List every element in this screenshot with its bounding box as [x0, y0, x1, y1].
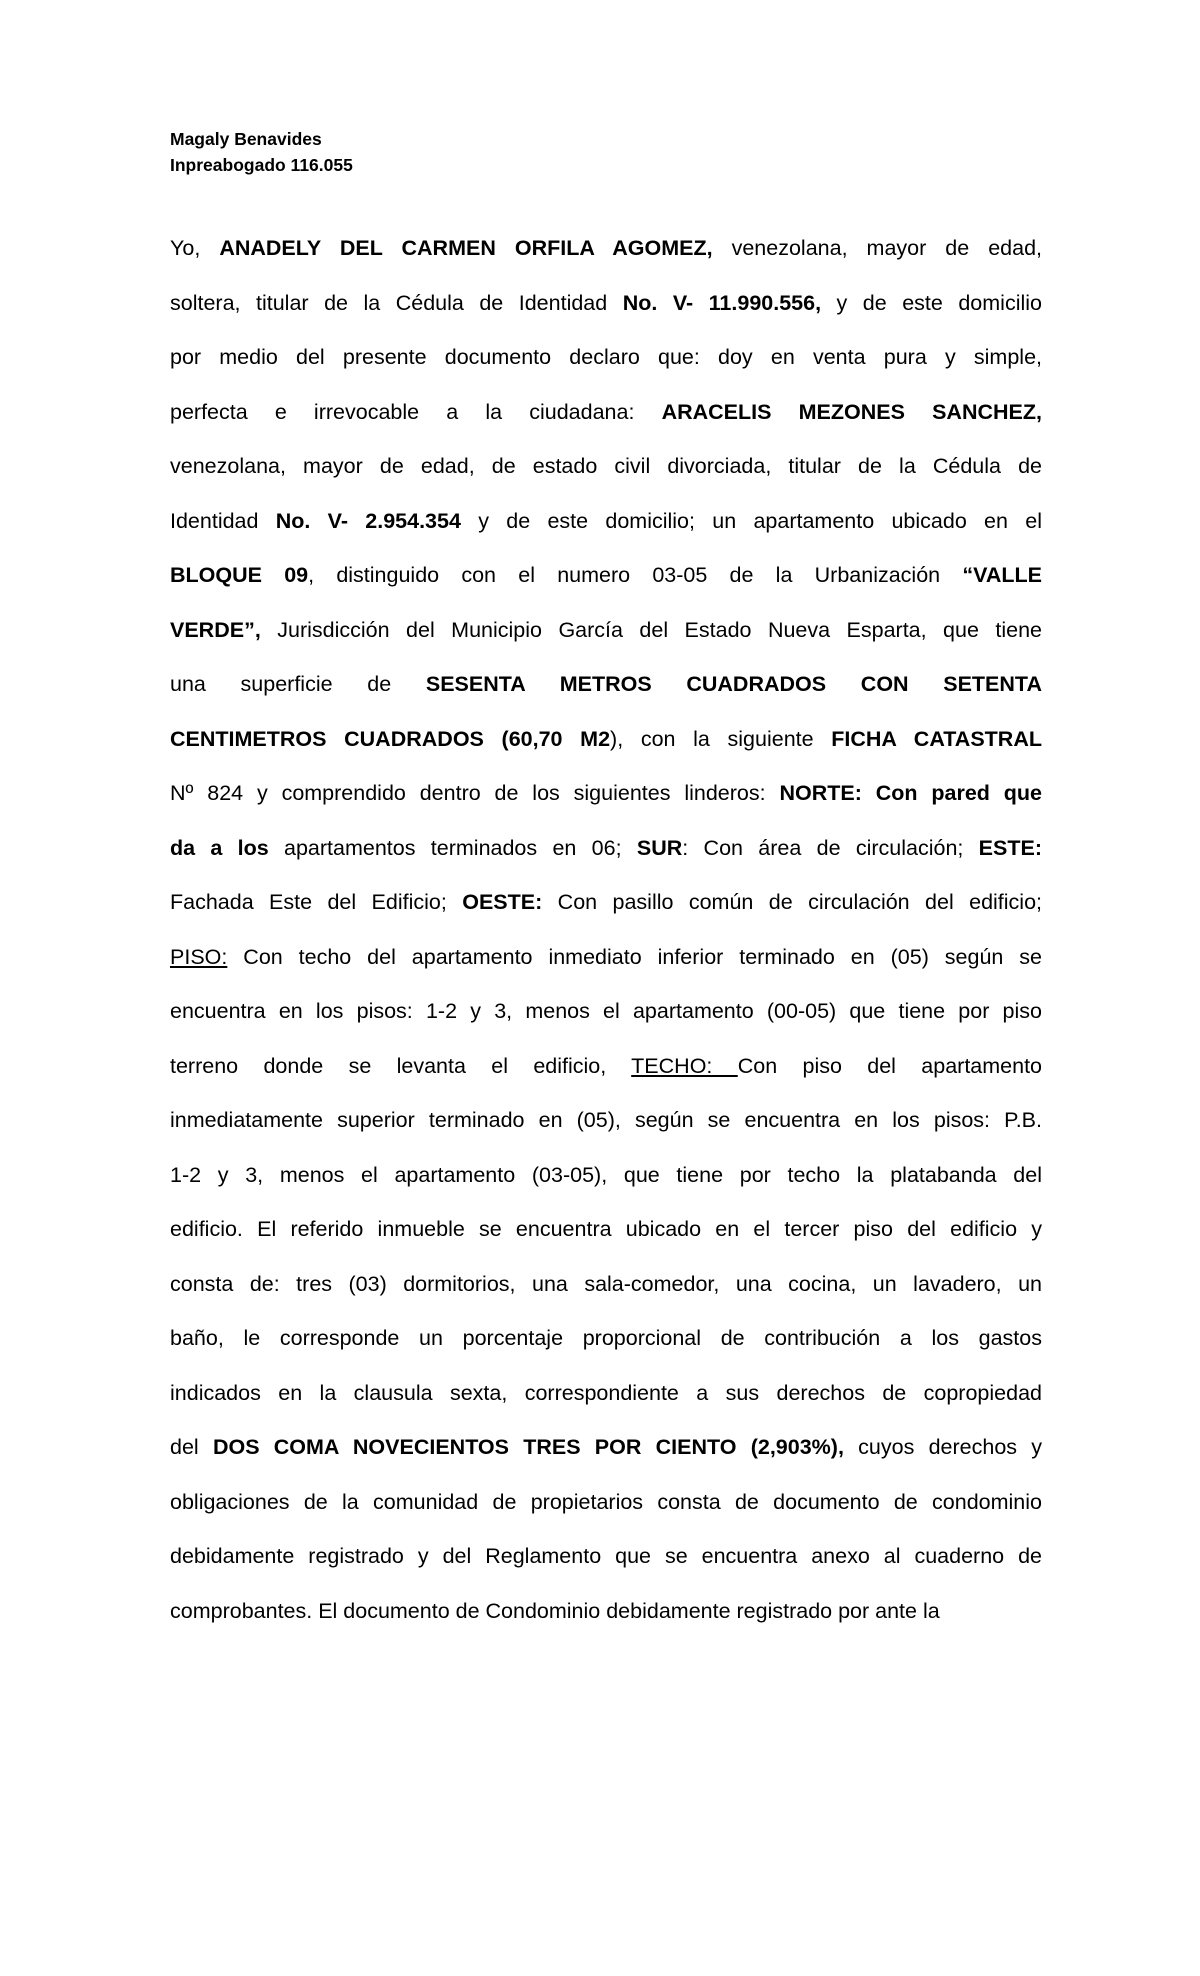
body-line-13: Fachada Este del Edificio; OESTE: Con pasillo común de circulación del edificio;	[170, 890, 1043, 914]
body-line-19: edificio. El referido inmueble se encuentra ubicado en el tercer piso del edificio y	[170, 1217, 1042, 1241]
body-line-6: Identidad No. V- 2.954.354 y de este domicilio; un apartamento ubicado en el	[170, 508, 1042, 533]
body-line-20: consta de: tres (03) dormitorios, una sala-comedor, una cocina, un lavadero, un	[170, 1271, 1042, 1296]
body-line-16: terreno donde se levanta el edificio, TECHO: Con piso del apartamento	[170, 1053, 1043, 1078]
body-line-14: PISO: Con techo del apartamento inmediato inferior terminado en (05) según se	[170, 944, 1042, 969]
body-line-26: comprobantes. El documento de Condominio debidamente registrado por ante la	[170, 1598, 940, 1623]
body-line-24: obligaciones de la comunidad de propietarios consta de documento de condominio	[170, 1489, 1042, 1514]
body-line-7: BLOQUE 09, distinguido con el numero 03-05 de la Urbanización “VALLE	[170, 563, 1042, 587]
body-line-25: debidamente registrado y del Reglamento que se encuentra anexo al cuaderno de	[170, 1544, 1042, 1568]
body-line-1: Yo, ANADELY DEL CARMEN ORFILA AGOMEZ, venezolana, mayor de edad,	[170, 236, 1043, 260]
body-line-22: indicados en la clausula sexta, correspondiente a sus derechos de copropiedad	[170, 1380, 1042, 1405]
body-line-18: 1-2 y 3, menos el apartamento (03-05), que tiene por techo la platabanda del	[170, 1162, 1042, 1187]
body-line-17: inmediatamente superior terminado en (05), según se encuentra en los pisos: P.B.	[170, 1108, 1042, 1132]
author-name: Magaly Benavides	[170, 129, 322, 149]
body-line-2: soltera, titular de la Cédula de Identidad No. V- 11.990.556, y de este domicilio	[170, 290, 1042, 315]
body-line-21: baño, le corresponde un porcentaje proporcional de contribución a los gastos	[170, 1326, 1042, 1350]
document-body	[170, 221, 1042, 1638]
body-line-4: perfecta e irrevocable a la ciudadana: ARACELIS MEZONES SANCHEZ,	[170, 399, 1042, 424]
body-line-3: por medio del presente documento declaro que: doy en venta pura y simple,	[170, 345, 1042, 369]
body-line-12: da a los apartamentos terminados en 06; SUR: Con área de circulación; ESTE:	[170, 835, 1042, 860]
document-header	[170, 126, 353, 178]
body-line-11: Nº 824 y comprendido dentro de los siguientes linderos: NORTE: Con pared que	[170, 781, 1042, 805]
author-registration: Inpreabogado 116.055	[170, 155, 353, 175]
body-line-9: una superficie de SESENTA METROS CUADRADOS CON SETENTA	[170, 672, 1042, 696]
body-line-10: CENTIMETROS CUADRADOS (60,70 M2), con la siguiente FICHA CATASTRAL	[170, 726, 1042, 751]
body-line-8: VERDE”, Jurisdicción del Municipio García del Estado Nueva Esparta, que tiene	[170, 617, 1042, 642]
body-line-5: venezolana, mayor de edad, de estado civil divorciada, titular de la Cédula de	[170, 454, 1042, 478]
body-line-15: encuentra en los pisos: 1-2 y 3, menos el apartamento (00-05) que tiene por piso	[170, 999, 1042, 1023]
body-line-23: del DOS COMA NOVECIENTOS TRES POR CIENTO (2,903%), cuyos derechos y	[170, 1435, 1043, 1459]
